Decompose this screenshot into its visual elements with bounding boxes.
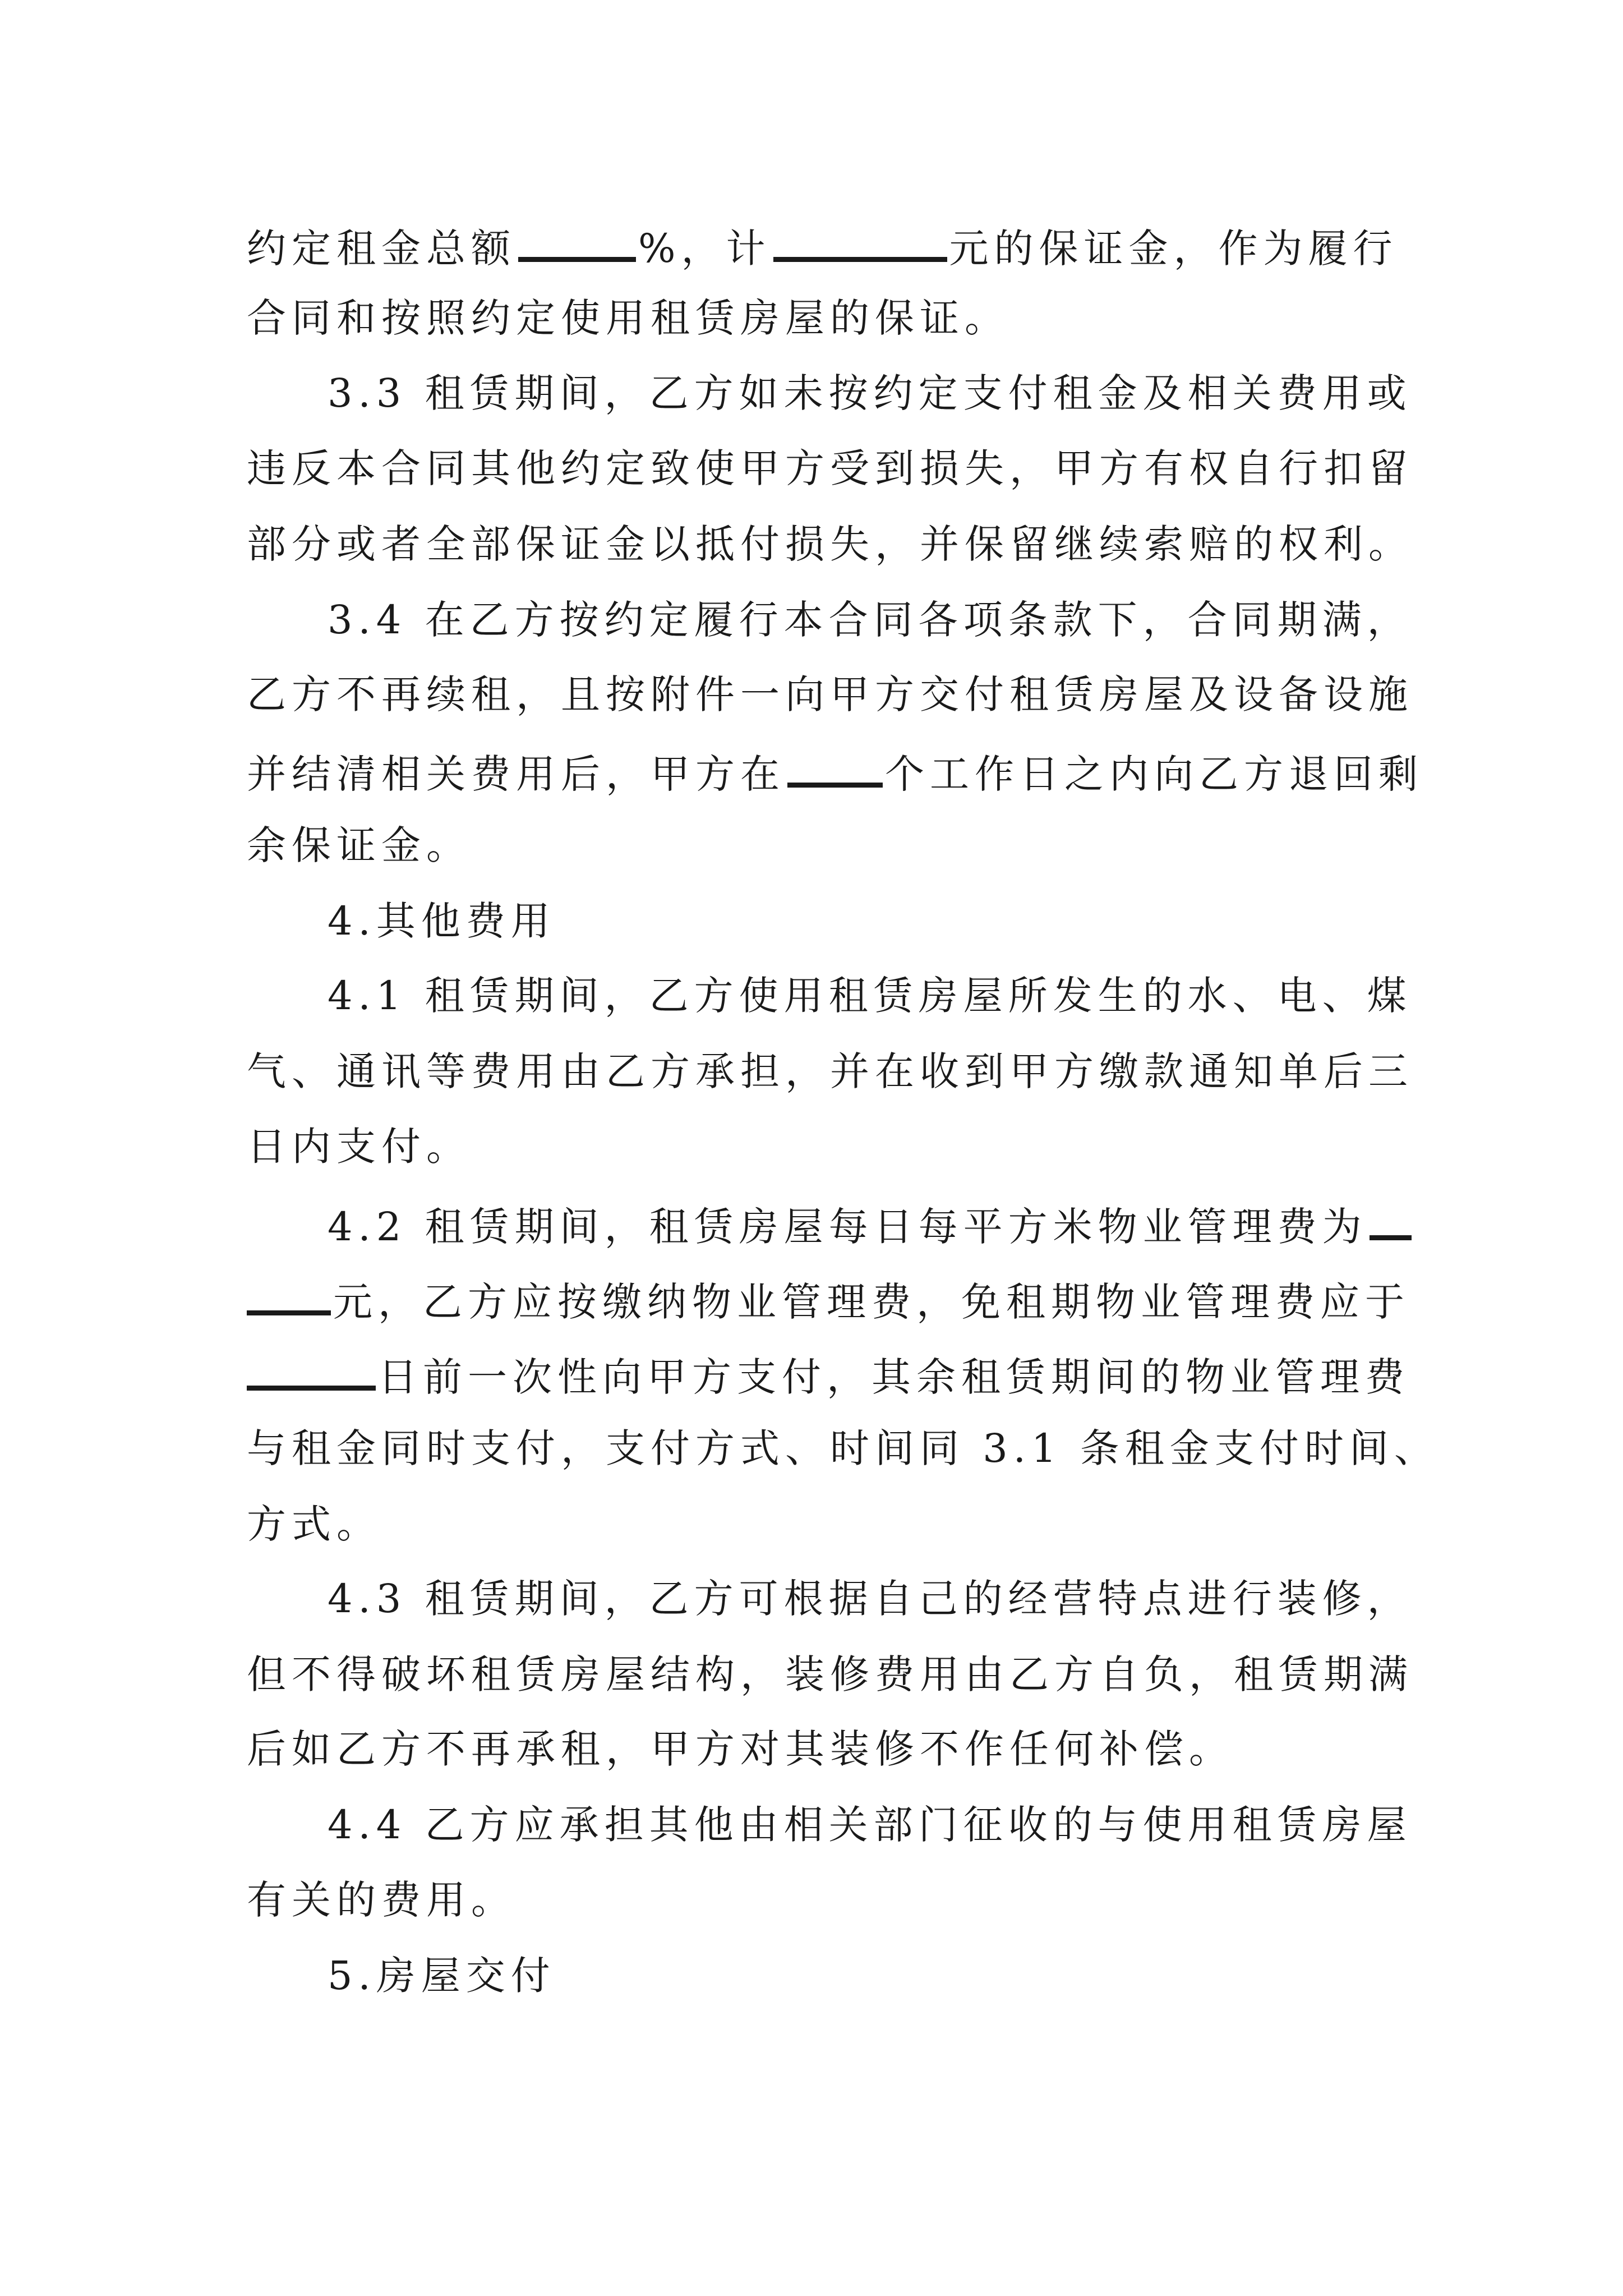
text-segment: 个工作日之内向乙方退回剩: [885, 751, 1423, 797]
section-heading: 5.房屋交付: [328, 1953, 556, 1999]
text-segment: 并结清相关费用后，甲方在: [247, 751, 785, 797]
text-line: 日内支付。: [247, 1124, 471, 1170]
text-segment: 4.2 租赁期间，租赁房屋每日每平方米物业管理费为: [328, 1204, 1367, 1250]
text-line: 合同和按照约定使用租赁房屋的保证。: [247, 295, 1009, 341]
text-line: 3.3 租赁期间，乙方如未按约定支付租金及相关费用或: [328, 370, 1412, 416]
text-segment: 元，乙方应按缴纳物业管理费，免租期物业管理费应于: [333, 1279, 1410, 1325]
text-line: 余保证金。: [247, 822, 471, 868]
text-line: [247, 750, 1423, 797]
fill-in-blank: [518, 224, 636, 262]
text-line: 4.4 乙方应承担其他由相关部门征收的与使用租赁房屋: [328, 1802, 1412, 1848]
text-line: 与租金同时支付，支付方式、时间同 3.1 条租金支付时间、: [247, 1425, 1439, 1471]
fill-in-blank: [773, 224, 947, 262]
text-line: 气、通讯等费用由乙方承担，并在收到甲方缴款通知单后三: [247, 1048, 1413, 1094]
text-line: [247, 1353, 1410, 1400]
text-segment: 元的保证金，作为履行: [949, 226, 1398, 272]
text-line: 但不得破坏租赁房屋结构，装修费用由乙方自负，租赁期满: [247, 1651, 1413, 1697]
section-heading: 4.其他费用: [328, 898, 556, 944]
text-segment: 约定租金总额: [247, 226, 516, 272]
text-line: [247, 224, 1398, 272]
text-line: 违反本合同其他约定致使甲方受到损失，甲方有权自行扣留: [247, 445, 1413, 491]
text-line: 方式。: [247, 1501, 381, 1547]
fill-in-blank: [247, 1353, 376, 1391]
text-line: 4.3 租赁期间，乙方可根据自己的经营特点进行装修，: [328, 1576, 1412, 1622]
text-segment: %，计: [638, 226, 771, 272]
text-line: 4.1 租赁期间，乙方使用租赁房屋所发生的水、电、煤: [328, 973, 1412, 1019]
text-line: [328, 1203, 1414, 1250]
text-line: 乙方不再续租，且按附件一向甲方交付租赁房屋及设备设施: [247, 671, 1413, 717]
text-line: 3.4 在乙方按约定履行本合同各项条款下，合同期满，: [328, 597, 1412, 643]
text-line: 有关的费用。: [247, 1877, 516, 1923]
fill-in-blank: [1370, 1203, 1412, 1240]
text-line: [247, 1278, 1410, 1325]
fill-in-blank: [247, 1278, 331, 1315]
text-line: 部分或者全部保证金以抵付损失，并保留继续索赔的权利。: [247, 521, 1413, 567]
text-line: 后如乙方不再承租，甲方对其装修不作任何补偿。: [247, 1726, 1234, 1772]
fill-in-blank: [787, 750, 883, 788]
text-segment: 日前一次性向甲方支付，其余租赁期间的物业管理费: [378, 1354, 1410, 1400]
